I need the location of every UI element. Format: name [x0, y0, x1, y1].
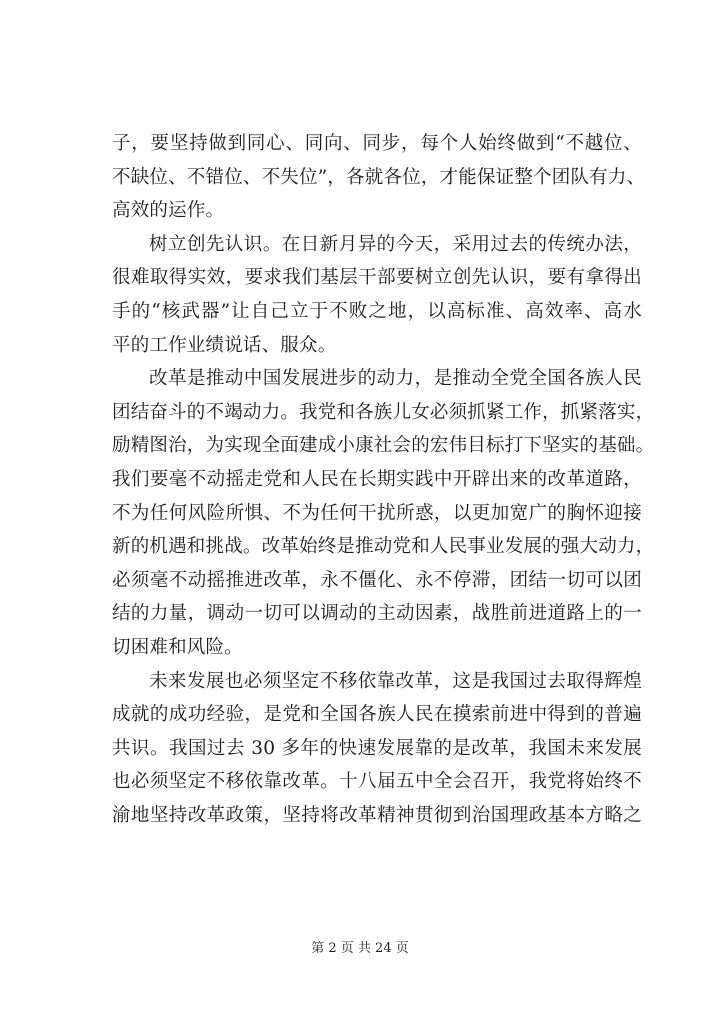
page-footer: 第 2 页 共 24 页 — [311, 941, 409, 956]
text-line: 改革是推动中国发展进步的动力，是推动全党全国各族人民 — [149, 368, 642, 390]
text-line: 未来发展也必须坚定不移依靠改革，这是我国过去取得辉煌 — [149, 670, 642, 692]
text-line: 也必须坚定不移依靠改革。十八届五中全会召开，我党将始终不 — [112, 771, 642, 793]
text-line: 励精图治，为实现全面建成小康社会的宏伟目标打下坚实的基础。 — [112, 435, 655, 457]
text-line: 手的“核武器”让自己立于不败之地，以高标准、高效率、高水 — [112, 300, 642, 322]
text-line: 必须毫不动摇推进改革，永不僵化、永不停滞，团结一切可以团 — [112, 569, 642, 591]
text-line: 新的机遇和挑战。改革始终是推动党和人民事业发展的强大动力， — [112, 536, 655, 558]
text-line: 结的力量，调动一切可以调动的主动因素，战胜前进道路上的一 — [112, 603, 642, 625]
text-line: 子，要坚持做到同心、同向、同步，每个人始终做到“不越位、 — [112, 133, 642, 154]
text-line: 不为任何风险所惧、不为任何干扰所惑，以更加宽广的胸怀迎接 — [112, 502, 642, 524]
body-text — [112, 127, 655, 832]
text-line: 渝地坚持改革政策，坚持将改革精神贯彻到治国理政基本方略之 — [112, 804, 642, 826]
text-line: 平的工作业绩说话、服众。 — [112, 334, 337, 356]
text-line: 高效的运作。 — [112, 200, 225, 222]
text-line: 共识。我国过去 30 多年的快速发展靠的是改革，我国未来发展 — [112, 737, 642, 759]
text-line: 很难取得实效，要求我们基层干部要树立创先认识，要有拿得出 — [112, 267, 642, 289]
text-line: 成就的成功经验，是党和全国各族人民在摸索前进中得到的普遍 — [112, 704, 642, 726]
text-line: 我们要毫不动摇走党和人民在长期实践中开辟出来的改革道路， — [112, 468, 642, 490]
text-line: 不缺位、不错位、不失位”，各就各位，才能保证整个团队有力、 — [112, 166, 646, 188]
text-line: 团结奋斗的不竭动力。我党和各族儿女必须抓紧工作，抓紧落实， — [112, 401, 655, 423]
text-line: 树立创先认识。在日新月异的今天，采用过去的传统办法， — [149, 233, 642, 255]
text-line: 切困难和风险。 — [112, 636, 243, 658]
